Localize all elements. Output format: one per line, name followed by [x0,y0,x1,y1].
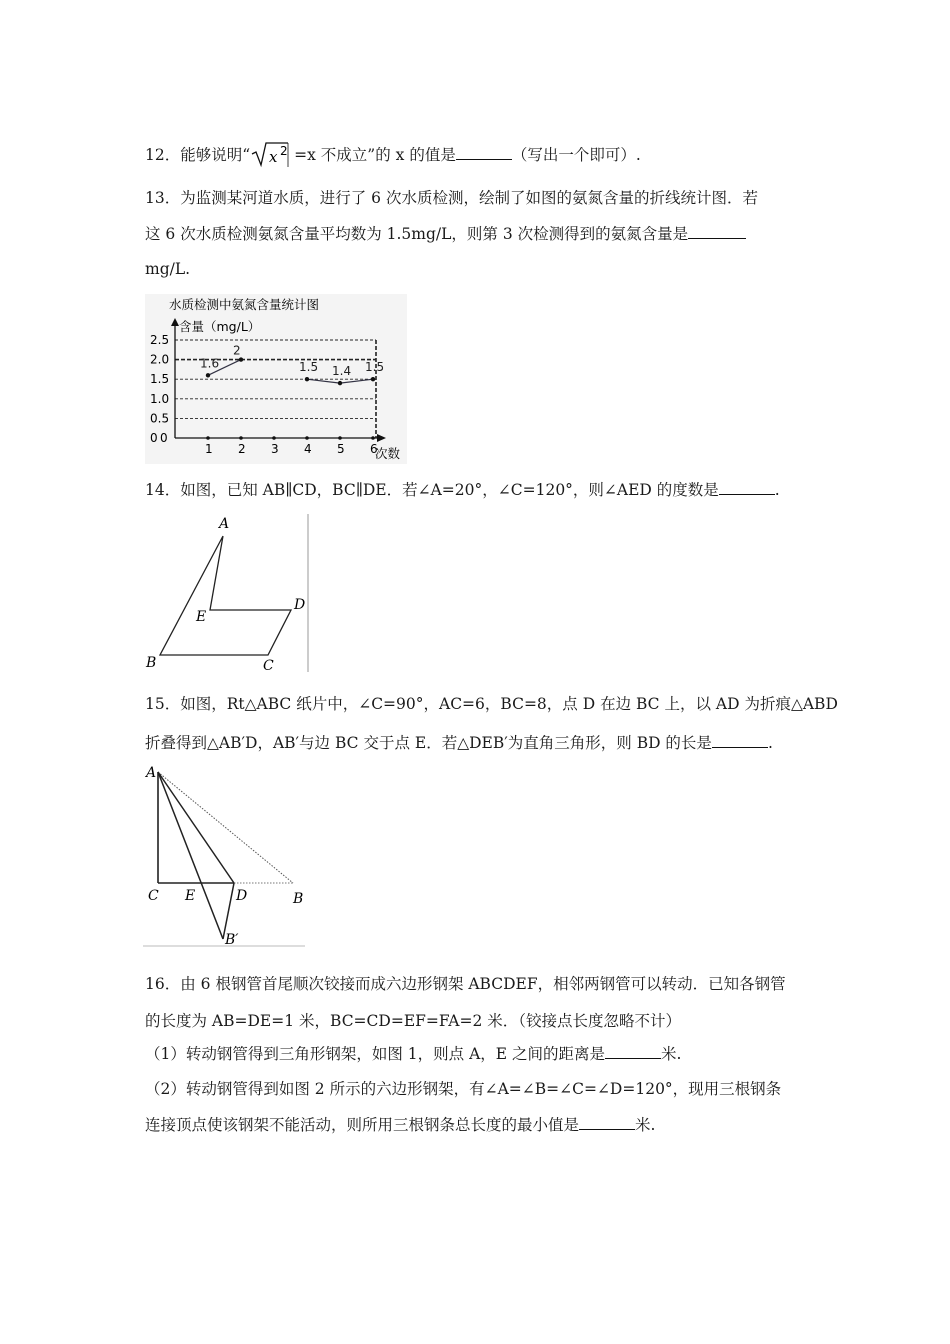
q16-line5b: 米. [635,1116,656,1134]
q15-line2: 折叠得到△AB′D，AB′与边 BC 交于点 E．若△DEB′为直角三角形，则 BD 的长是 [145,734,712,752]
data-point [305,377,309,381]
x-tick-dot [338,436,342,440]
segment-DBprime [223,883,234,939]
x-tick-dot [371,436,375,440]
radical-sign-icon [250,140,294,168]
chart-svg [143,294,408,466]
q15-figure [143,766,308,952]
data-point [371,377,375,381]
ammonia-line-chart [143,294,408,470]
data-label: 1.6 [200,356,220,371]
q13-line1: 13．为监测某河道水质，进行了 6 次水质检测，绘制了如图的氨氮含量的折线统计图．若 [145,189,758,207]
q14-figure [143,512,313,678]
data-point [338,381,342,385]
q13-line2: 这 6 次水质检测氨氮含量平均数为 1.5mg/L，则第 3 次检测得到的氨氮含量是 [145,225,689,243]
q14-polyline [160,536,291,655]
q14-diagram [143,512,313,674]
q13-line3: mg/L. [145,260,191,278]
q15-label-C: C [148,888,159,904]
data-label: 1.4 [332,364,352,379]
q15-answer-blank [712,733,768,748]
x-tick-dot [305,436,309,440]
q15-label-E: E [185,888,196,904]
x-tick-label: 6 [370,442,378,456]
segment-AD [158,772,234,883]
q16-line2: 的长度为 AB=DE=1 米，BC=CD=EF=FA=2 米．（铰接点长度忽略不计） [145,1012,682,1030]
q16-answer1-blank [605,1044,661,1059]
q15-label-B: B [293,891,304,907]
origin-label: 0 [160,431,168,445]
q14-tail: . [774,481,780,499]
data-point [206,373,210,377]
q16-line3b: 米. [661,1045,682,1063]
q12-tail: （写出一个即可）. [511,146,641,164]
q16-line4: （2）转动钢管得到如图 2 所示的六边形钢架，有∠A=∠B=∠C=∠D=120°，现用三根钢条 [145,1080,782,1098]
q14-answer-blank [719,480,775,495]
q14-label-B: B [146,655,157,671]
x-tick-label: 2 [238,442,246,456]
data-label: 1.5 [299,360,319,375]
q16-line1: 16．由 6 根钢管首尾顺次铰接而成六边形钢架 ABCDEF，相邻两钢管可以转动．已知各钢管 [145,975,786,993]
y-tick-label: 0.5 [150,411,170,426]
data-label: 2 [233,343,241,358]
y-tick-label: 1.5 [150,372,170,387]
y-tick-label: 2.5 [150,333,170,347]
q16-line5 [145,1113,655,1135]
segment-ABprime [158,772,223,939]
q15-label-A: A [146,766,157,781]
q15-diagram [143,766,308,948]
q12-suffix: =x 不成立”的 x 的值是 [294,146,456,164]
exponent: 2 [280,144,288,158]
data-point [239,357,243,361]
x-tick-dot [239,436,243,440]
q12-prefix: 12．能够说明“ [145,146,251,164]
q14-label-D: D [294,597,306,613]
q13-line2-wrap [145,222,746,244]
y-tick-label: 0 [150,431,158,445]
chart-title: 水质检测中氨氮含量统计图 [169,297,320,312]
sqrt-expression [250,140,294,172]
x-tick-label: 1 [205,442,213,456]
y-tick-label: 1.0 [150,391,170,406]
q16-line5a: 连接顶点使该钢架不能活动，则所用三根钢条总长度的最小值是 [145,1116,580,1134]
data-label: 1.5 [365,360,385,375]
q15-label-D: D [236,888,248,904]
q14-label-E: E [196,609,207,625]
x-tick-label: 4 [304,442,312,456]
y-tick-label: 2.0 [150,352,170,367]
x-tick-dot [272,436,276,440]
q15-label-Bprime: B′ [225,932,239,948]
chart-ylabel: 含量（mg/L） [179,319,261,334]
q12-line [145,140,641,172]
q16-line3 [145,1042,681,1064]
x-tick-dot [206,436,210,440]
x-tick-label: 3 [271,442,279,456]
q15-tail: . [767,734,773,752]
q12-answer-blank [456,145,512,160]
q13-answer-blank [688,224,746,239]
q16-line3a: （1）转动钢管得到三角形钢架，如图 1，则点 A，E 之间的距离是 [145,1045,606,1063]
q14-text: 14．如图，已知 AB∥CD，BC∥DE．若∠A=20°，∠C=120°，则∠AED 的度数是 [145,481,719,499]
x-tick-label: 5 [337,442,345,456]
q16-answer2-blank [579,1115,635,1130]
q14-label-A: A [219,516,230,532]
q15-line2-wrap [145,731,773,753]
chart-xlabel: 次数 [375,446,401,461]
q14-line [145,478,780,500]
q15-line1: 15．如图，Rt△ABC 纸片中，∠C=90°，AC=6，BC=8，点 D 在边 BC 上，以 AD 为折痕△ABD [145,695,838,713]
segment-AB [158,772,293,883]
radicand: x [269,148,278,166]
q14-label-C: C [263,658,274,674]
